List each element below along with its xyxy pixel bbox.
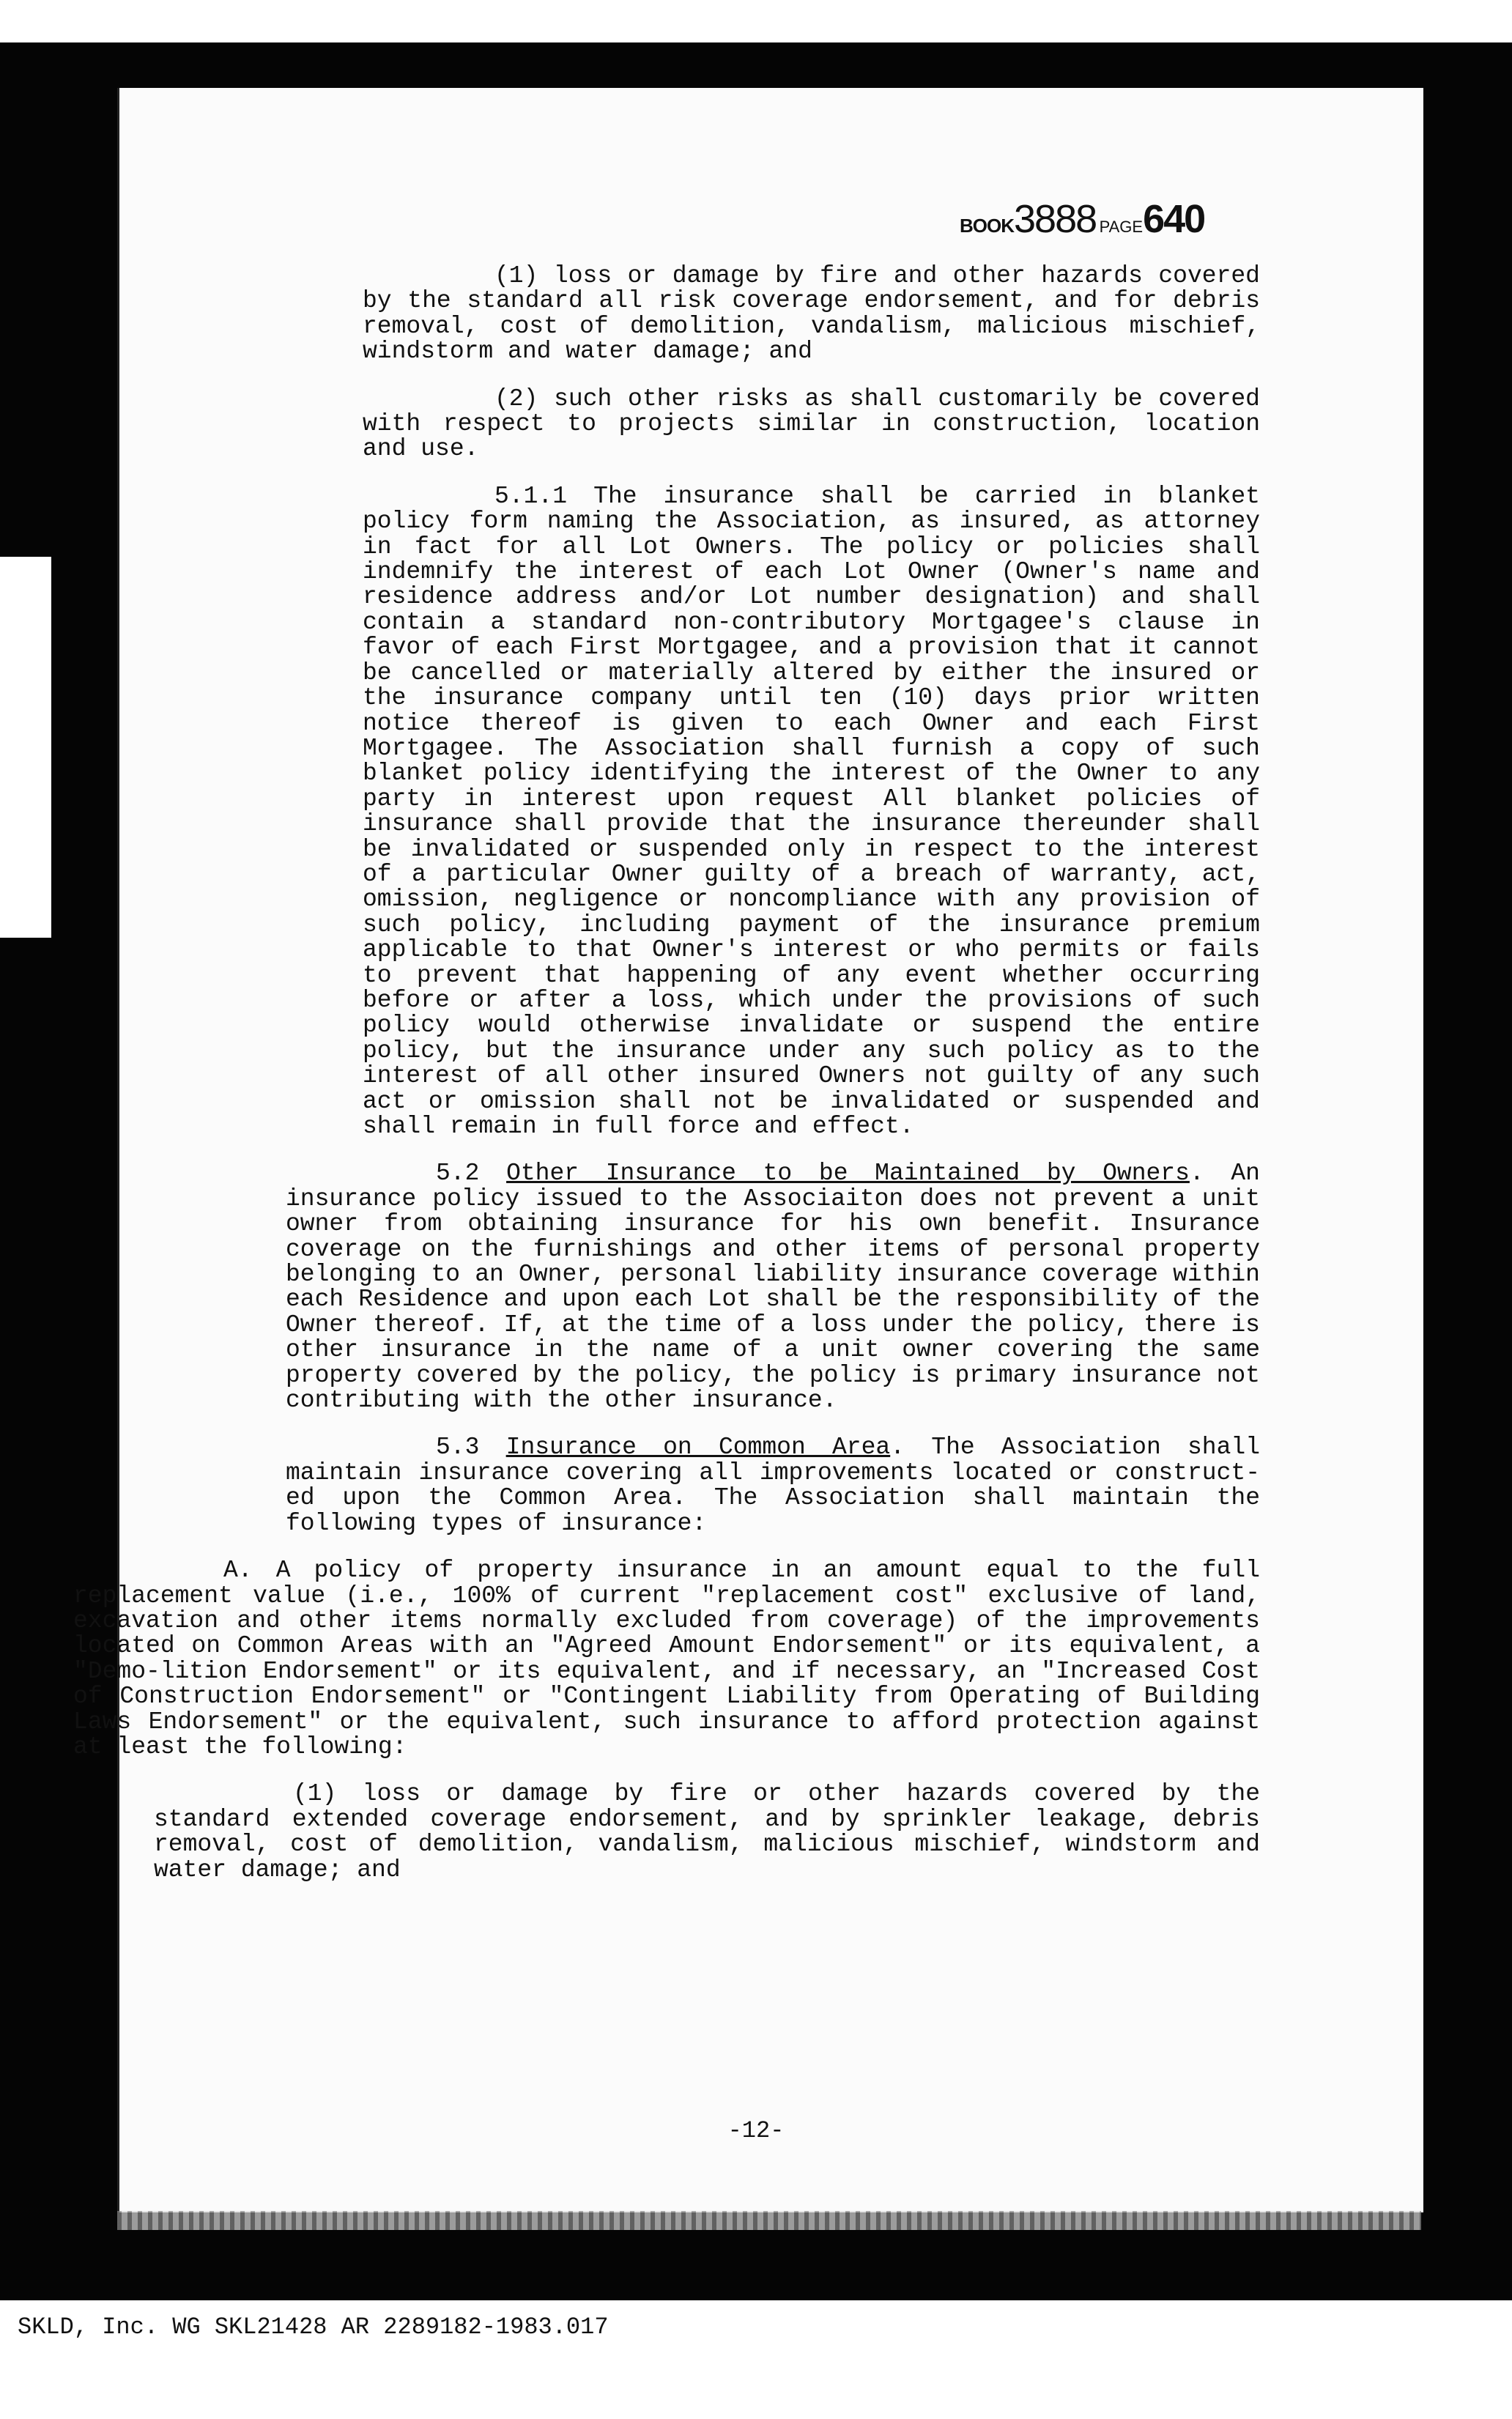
section-5-3 xyxy=(286,1435,1260,1536)
section-5-3-number: 5.3 xyxy=(436,1434,480,1462)
document-body xyxy=(73,262,1260,1905)
section-5-2-number: 5.2 xyxy=(436,1160,480,1188)
book-page-stamp xyxy=(960,196,1204,242)
section-5-2 xyxy=(286,1161,1260,1413)
book-number: 3888 xyxy=(1014,197,1097,241)
section-5-3-title: Insurance on Common Area xyxy=(505,1434,891,1462)
page-label: PAGE xyxy=(1099,218,1144,236)
paragraph-5-1-1: 5.1.1 The insurance shall be carried in blanket policy form naming the Association, as insured, as attorney in fact for all Lot Owners. The policy or policies shall indemnify the interest of each Lot Owner (Owner's name and residence address and/or Lot number designation) and shall contain a standard non-contributory Mortgagee's clause in favor of each First Mortgagee, and a provision that it cannot be cancelled or materially altered by either the insured or the insurance company until ten (10) days prior written notice thereof is given to each Owner and each First Mortgagee. The Association shall furnish a copy of such blanket policy identifying the interest of the Owner to any party in interest upon request All blanket policies of insurance shall provide that the insurance thereunder shall be invalidated or suspended only in respect to the interest of a particular Owner guilty of a breach of warranty, act, omission, negligence or noncompliance with any provision of such policy, including payment of the insurance premium applicable to that Owner's interest or who permits or fails to prevent that happening of any event whether occurring before or after a loss, which under the provisions of such policy would otherwise invalidate or suspend the entire policy, but the insurance under any such policy as to the interest of all other insured Owners not guilty of any such act or omission shall not be invalidated or suspended and shall remain in full force and effect. xyxy=(363,482,1260,1140)
paragraph-coverage-2: (2) such other risks as shall customarily be covered with respect to projects similar in construction, location and use. xyxy=(363,385,1260,463)
page-footer-number: -12- xyxy=(727,2117,785,2144)
paragraph-A: A. A policy of property insurance in an amount equal to the full replacement value (i.e., 100% of current "replacement cost" exclusive of land, excavation and other items normally excluded from coverage) of the improvements located on Common Areas with an "Agreed Amount Endorsement" or its equivalent, a "Demo-lition Endorsement" or its equivalent, and if necessary, an "Increased Cost of Construction Endorsement" or "Contingent Liability from Operating of Building Laws Endorsement" or the equivalent, such insurance to afford protection against at least the following: xyxy=(73,1557,1260,1760)
scan-edge-gap xyxy=(0,557,51,938)
page-bottom-edge xyxy=(117,2211,1421,2230)
page-number-stamp: 640 xyxy=(1143,197,1205,241)
book-label: BOOK xyxy=(960,215,1014,237)
paragraph-coverage-1: (1) loss or damage by fire and other hazards covered by the standard all risk coverage endorsement, and for debris removal, cost of demolition, vandalism, malicious mischief, windstorm and water damage; and xyxy=(363,262,1260,366)
section-5-2-title: Other Insurance to be Maintained by Owners xyxy=(506,1160,1190,1188)
section-5-3-text: . The Association shall maintain insurance covering all improvements located or construct-ed upon the Common Area. The Association shall maintain the following types of insurance: xyxy=(286,1434,1260,1537)
paragraph-A-1: (1) loss or damage by fire or other hazards covered by the standard extended coverage endorsement, and by sprinkler leakage, debris removal, cost of demolition, vandalism, malicious mischief, windstorm and water damage; and xyxy=(154,1780,1260,1883)
scan-footer: SKLD, Inc. WG SKL21428 AR 2289182-1983.017 xyxy=(18,2314,609,2341)
section-5-2-text: . An insurance policy issued to the Associaiton does not prevent a unit owner from obtaining insurance for his own benefit. Insurance coverage on the furnishings and other items of personal property belonging to an Owner, personal liability insurance coverage within each Residence and upon each Lot shall be the responsibility of the Owner thereof. If, at the time of a loss under the policy, there is other insurance in the name of a unit owner covering the same property covered by the policy, the policy is primary insurance not contributing with the other insurance. xyxy=(286,1160,1260,1415)
